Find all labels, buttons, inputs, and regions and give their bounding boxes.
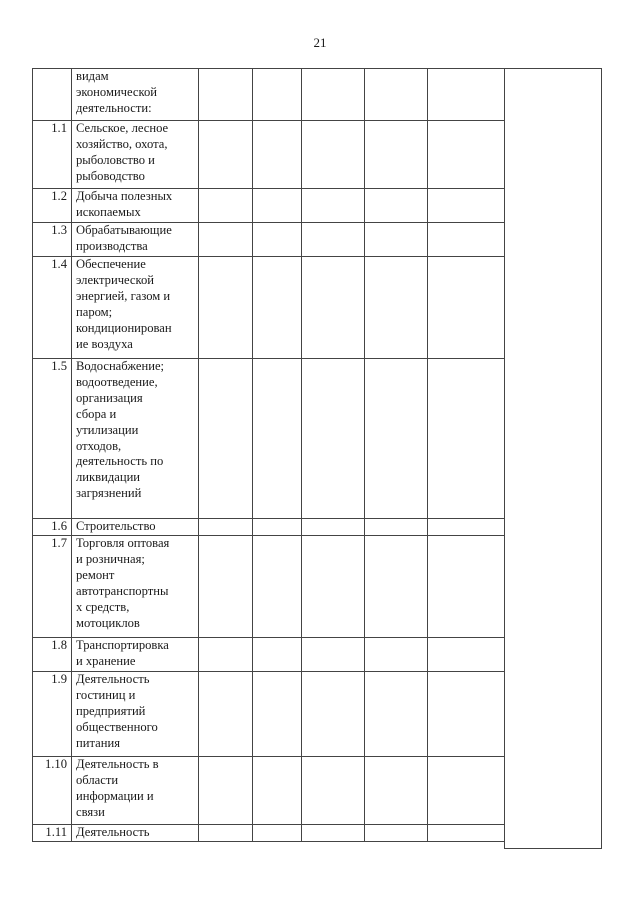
table-row [33,121,505,189]
row-number: 1.1 [33,121,72,189]
value-cell [302,257,365,359]
value-cell [302,69,365,121]
value-cell [253,223,302,257]
value-cell [365,638,428,672]
row-number: 1.3 [33,223,72,257]
activity-name: Транспортировка и хранение [72,638,199,672]
activity-name: Деятельность гостиниц и предприятий общественного питания [72,672,199,757]
activity-name: Деятельность [72,825,199,842]
value-cell [365,223,428,257]
value-cell [199,223,253,257]
value-cell [428,638,505,672]
row-number: 1.4 [33,257,72,359]
value-cell [253,121,302,189]
value-cell [199,638,253,672]
value-cell [199,257,253,359]
table-row [33,638,505,672]
value-cell [253,536,302,638]
activity-name: Деятельность в области информации и связи [72,757,199,825]
activity-name: видам экономической деятельности: [72,69,199,121]
value-cell [365,69,428,121]
row-number: 1.9 [33,672,72,757]
value-cell [365,359,428,519]
value-cell [199,189,253,223]
value-cell [302,757,365,825]
activity-name: Обеспечение электрической энергией, газом и паром; кондиционирован ие воздуха [72,257,199,359]
value-cell [302,825,365,842]
value-cell [199,672,253,757]
table-row [33,672,505,757]
value-cell [253,257,302,359]
value-cell [428,825,505,842]
data-table [32,68,505,842]
activity-name: Водоснабжение; водоотведение, организация сбора и утилизации отходов, деятельность по ликвидации загрязнений [72,359,199,519]
value-cell [302,359,365,519]
value-cell [365,519,428,536]
value-cell [199,825,253,842]
table-row [33,757,505,825]
value-cell [253,69,302,121]
value-cell [365,257,428,359]
table-row [33,359,505,519]
value-cell [302,536,365,638]
table-row [33,519,505,536]
value-cell [365,536,428,638]
value-cell [302,638,365,672]
value-cell [253,359,302,519]
value-cell [199,359,253,519]
row-number: 1.5 [33,359,72,519]
activity-name: Торговля оптовая и розничная; ремонт автотранспортны х средств, мотоциклов [72,536,199,638]
table-row [33,223,505,257]
activity-name: Строительство [72,519,199,536]
value-cell [428,672,505,757]
value-cell [302,519,365,536]
value-cell [428,757,505,825]
side-column-box [504,68,602,849]
table-row [33,536,505,638]
page-number: 21 [313,35,327,50]
value-cell [199,519,253,536]
table-row [33,189,505,223]
value-cell [199,536,253,638]
value-cell [428,257,505,359]
row-number: 1.10 [33,757,72,825]
table-row [33,69,505,121]
row-number: 1.2 [33,189,72,223]
value-cell [199,757,253,825]
value-cell [253,638,302,672]
value-cell [199,69,253,121]
value-cell [253,189,302,223]
value-cell [302,189,365,223]
value-cell [428,69,505,121]
activity-name: Сельское, лесное хозяйство, охота, рыболовство и рыбоводство [72,121,199,189]
value-cell [428,359,505,519]
value-cell [302,223,365,257]
row-number: 1.6 [33,519,72,536]
table-row [33,257,505,359]
row-number: 1.8 [33,638,72,672]
value-cell [428,223,505,257]
value-cell [199,121,253,189]
value-cell [365,189,428,223]
value-cell [302,121,365,189]
row-number: 1.7 [33,536,72,638]
value-cell [428,121,505,189]
value-cell [253,825,302,842]
value-cell [428,536,505,638]
value-cell [365,672,428,757]
row-number [33,69,72,121]
activity-name: Обрабатывающие производства [72,223,199,257]
value-cell [253,519,302,536]
row-number: 1.11 [33,825,72,842]
value-cell [428,519,505,536]
value-cell [365,121,428,189]
value-cell [302,672,365,757]
value-cell [428,189,505,223]
table-row [33,825,505,842]
value-cell [365,757,428,825]
value-cell [365,825,428,842]
value-cell [253,672,302,757]
activity-name: Добыча полезных ископаемых [72,189,199,223]
value-cell [253,757,302,825]
